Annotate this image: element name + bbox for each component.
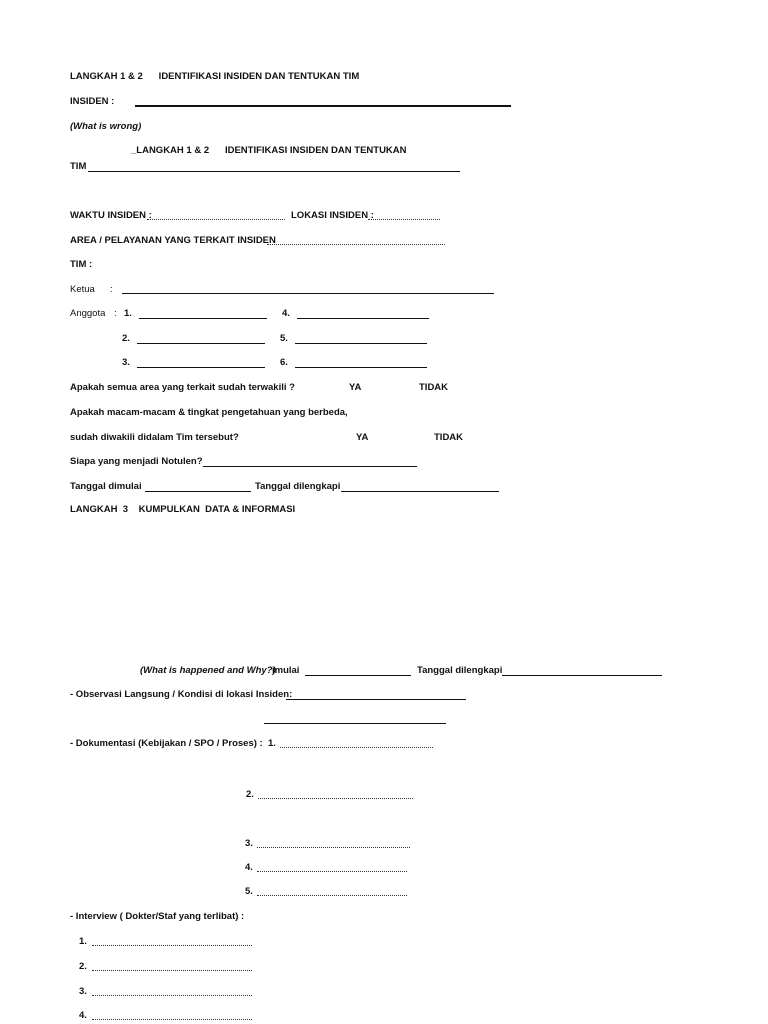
member-number-5: 5. (280, 333, 288, 344)
observasi-input-line-1[interactable] (286, 699, 466, 700)
tanggal-dilengkapi-label: Tanggal dilengkapi (255, 481, 341, 492)
anggota-colon: : (114, 308, 117, 319)
interview-item-3-field[interactable] (92, 995, 252, 996)
step3-tanggal-dilengkapi-label: Tanggal dilengkapi (417, 665, 503, 676)
area-pelayanan-label: AREA / PELAYANAN YANG TERKAIT INSIDEN (70, 235, 276, 246)
doc-item-4-field[interactable] (257, 871, 407, 872)
notulen-input-line[interactable] (203, 466, 417, 467)
observasi-input-line-2[interactable] (264, 723, 446, 724)
step3-title: LANGKAH 3 KUMPULKAN DATA & INFORMASI (70, 504, 296, 515)
doc-item-number-5: 5. (245, 886, 253, 897)
lokasi-insiden-field[interactable] (368, 219, 440, 220)
member-4-input-line[interactable] (297, 318, 429, 319)
insiden-input-line[interactable] (135, 105, 511, 107)
member-3-input-line[interactable] (137, 367, 265, 368)
interview-item-4-field[interactable] (92, 1019, 252, 1020)
what-is-wrong-note: (What is wrong) (70, 121, 142, 132)
member-number-4: 4. (282, 308, 290, 319)
interview-item-number-3: 3. (79, 986, 87, 997)
question-area-represented: Apakah semua area yang terkait sudah terwakili ? (70, 382, 295, 393)
tim-label: TIM (70, 161, 87, 172)
doc-item-1-field[interactable] (280, 747, 433, 748)
step12-title-repeat: _LANGKAH 1 & 2 IDENTIFIKASI INSIDEN DAN TENTUKAN (131, 145, 407, 156)
doc-item-number-3: 3. (245, 838, 253, 849)
q1-option-tidak[interactable]: TIDAK (419, 382, 449, 393)
member-number-2: 2. (122, 333, 130, 344)
interview-item-number-1: 1. (79, 936, 87, 947)
interview-item-number-2: 2. (79, 961, 87, 972)
interview-label: - Interview ( Dokter/Staf yang terlibat) : (70, 911, 245, 922)
member-number-3: 3. (122, 357, 130, 368)
imulai-input-line[interactable] (305, 675, 411, 676)
doc-item-5-field[interactable] (257, 895, 407, 896)
ketua-input-line[interactable] (122, 293, 494, 294)
member-1-input-line[interactable] (139, 318, 267, 319)
member-6-input-line[interactable] (295, 367, 427, 368)
step12-title: LANGKAH 1 & 2 IDENTIFIKASI INSIDEN DAN TENTUKAN TIM (70, 71, 360, 82)
step3-tanggal-dilengkapi-input-line[interactable] (502, 675, 662, 676)
q2-option-tidak[interactable]: TIDAK (434, 432, 464, 443)
observasi-label: - Observasi Langsung / Kondisi di lokasi Insiden: (70, 689, 293, 700)
member-5-input-line[interactable] (295, 343, 427, 344)
q2-option-ya[interactable]: YA (356, 432, 369, 443)
tanggal-dimulai-label: Tanggal dimulai (70, 481, 142, 492)
doc-item-number-2: 2. (246, 789, 254, 800)
area-pelayanan-field[interactable] (267, 244, 445, 245)
member-2-input-line[interactable] (137, 343, 265, 344)
waktu-insiden-field[interactable] (147, 219, 285, 220)
question-knowledge-line1: Apakah macam-macam & tingkat pengetahuan yang berbeda, (70, 407, 348, 418)
interview-item-2-field[interactable] (92, 970, 252, 971)
tim-input-line[interactable] (88, 171, 460, 172)
question-knowledge-line2: sudah diwakili didalam Tim tersebut? (70, 432, 239, 443)
doc-item-3-field[interactable] (257, 847, 410, 848)
imulai-label: imulai (272, 665, 300, 676)
interview-item-1-field[interactable] (92, 945, 252, 946)
notulen-label: Siapa yang menjadi Notulen? (70, 456, 203, 467)
doc-item-number-1: 1. (268, 738, 276, 749)
waktu-insiden-label: WAKTU INSIDEN : (70, 210, 152, 221)
ketua-colon: : (110, 284, 113, 295)
tanggal-dimulai-input-line[interactable] (145, 491, 251, 492)
interview-item-number-4: 4. (79, 1010, 87, 1021)
lokasi-insiden-label: LOKASI INSIDEN : (291, 210, 374, 221)
dokumentasi-label: - Dokumentasi (Kebijakan / SPO / Proses) : (70, 738, 263, 749)
ketua-label: Ketua (70, 284, 95, 295)
member-number-6: 6. (280, 357, 288, 368)
what-happened-note: (What is happened and Why?) (140, 665, 276, 676)
doc-item-number-4: 4. (245, 862, 253, 873)
tim-heading: TIM : (70, 259, 93, 270)
member-number-1: 1. (124, 308, 132, 319)
q1-option-ya[interactable]: YA (349, 382, 362, 393)
insiden-label: INSIDEN : (70, 96, 115, 107)
doc-item-2-field[interactable] (258, 798, 413, 799)
anggota-label: Anggota (70, 308, 106, 319)
tanggal-dilengkapi-input-line[interactable] (341, 491, 499, 492)
